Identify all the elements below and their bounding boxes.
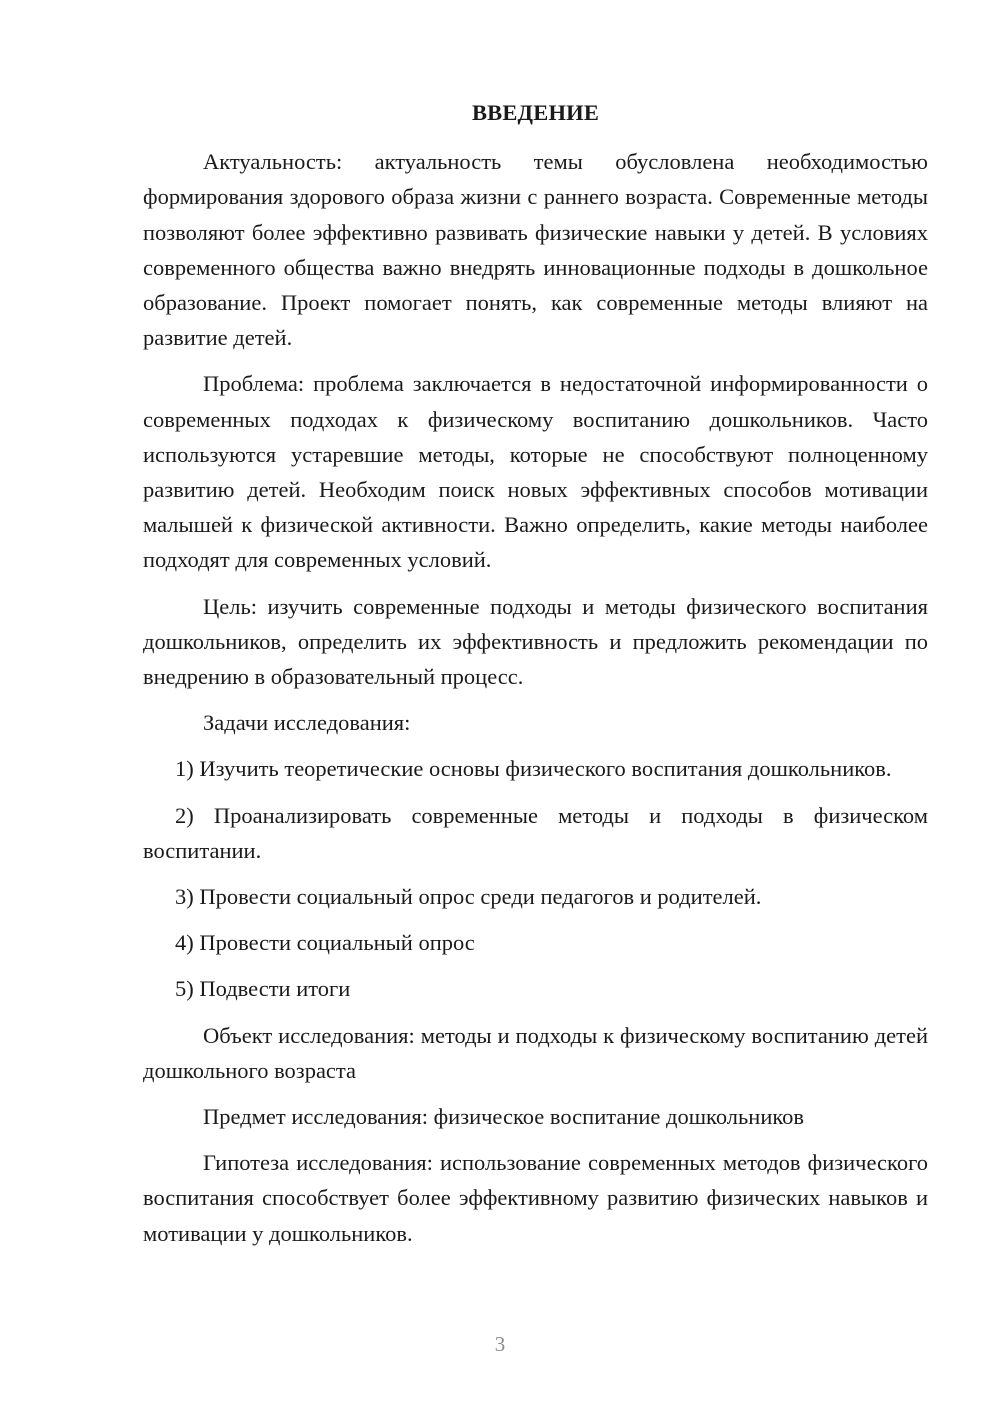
paragraph-tasks-heading: Задачи исследования: bbox=[203, 710, 411, 736]
list-item-task-4: 4) Провести социальный опрос bbox=[175, 930, 475, 956]
document-page bbox=[143, 95, 928, 1262]
list-item-task-5: 5) Подвести итоги bbox=[175, 976, 351, 1002]
list-item-task-2: 2) Проанализировать современные методы и подходы в физическом воспитании. bbox=[143, 802, 928, 863]
paragraph-goal: Цель: изучить современные подходы и методы физического воспитания дошкольников, определить их эффективность и предложить рекомендации по внедрению в образовательный процесс. bbox=[143, 593, 928, 690]
paragraph-hypothesis: Гипотеза исследования: использование современных методов физического воспитания способствует более эффективному развитию физических навыков и мотивации у дошкольников. bbox=[143, 1150, 928, 1246]
list-item-task-1: 1) Изучить теоретические основы физического воспитания дошкольников. bbox=[175, 756, 892, 782]
list-item-task-3: 3) Провести социальный опрос среди педагогов и родителей. bbox=[175, 884, 762, 910]
paragraph-problem: Проблема: проблема заключается в недостаточной информированности о современных подходах к физическому воспитанию дошкольников. Часто используются устаревшие методы, которые не способствуют полноценному развитию детей. Необходим поиск новых эффективных способов мотивации малышей к физической активности. Важно определить, какие методы наиболее подходят для современных условий. bbox=[143, 371, 928, 573]
paragraph-object: Объект исследования: методы и подходы к физическому воспитанию детей дошкольного возраста bbox=[143, 1022, 928, 1083]
section-title: ВВЕДЕНИЕ bbox=[471, 100, 600, 125]
paragraph-relevance: Актуальность: актуальность темы обусловлена необходимостью формирования здорового образа жизни с раннего возраста. Современные методы позволяют более эффективно развивать физические навыки у детей. В условиях современного общества важно внедрять инновационные подходы в дошкольное образование. Проект помогает понять, как современные методы влияют на развитие детей. bbox=[143, 149, 928, 351]
page-number: 3 bbox=[494, 1332, 506, 1356]
paragraph-subject: Предмет исследования: физическое воспитание дошкольников bbox=[203, 1104, 805, 1130]
